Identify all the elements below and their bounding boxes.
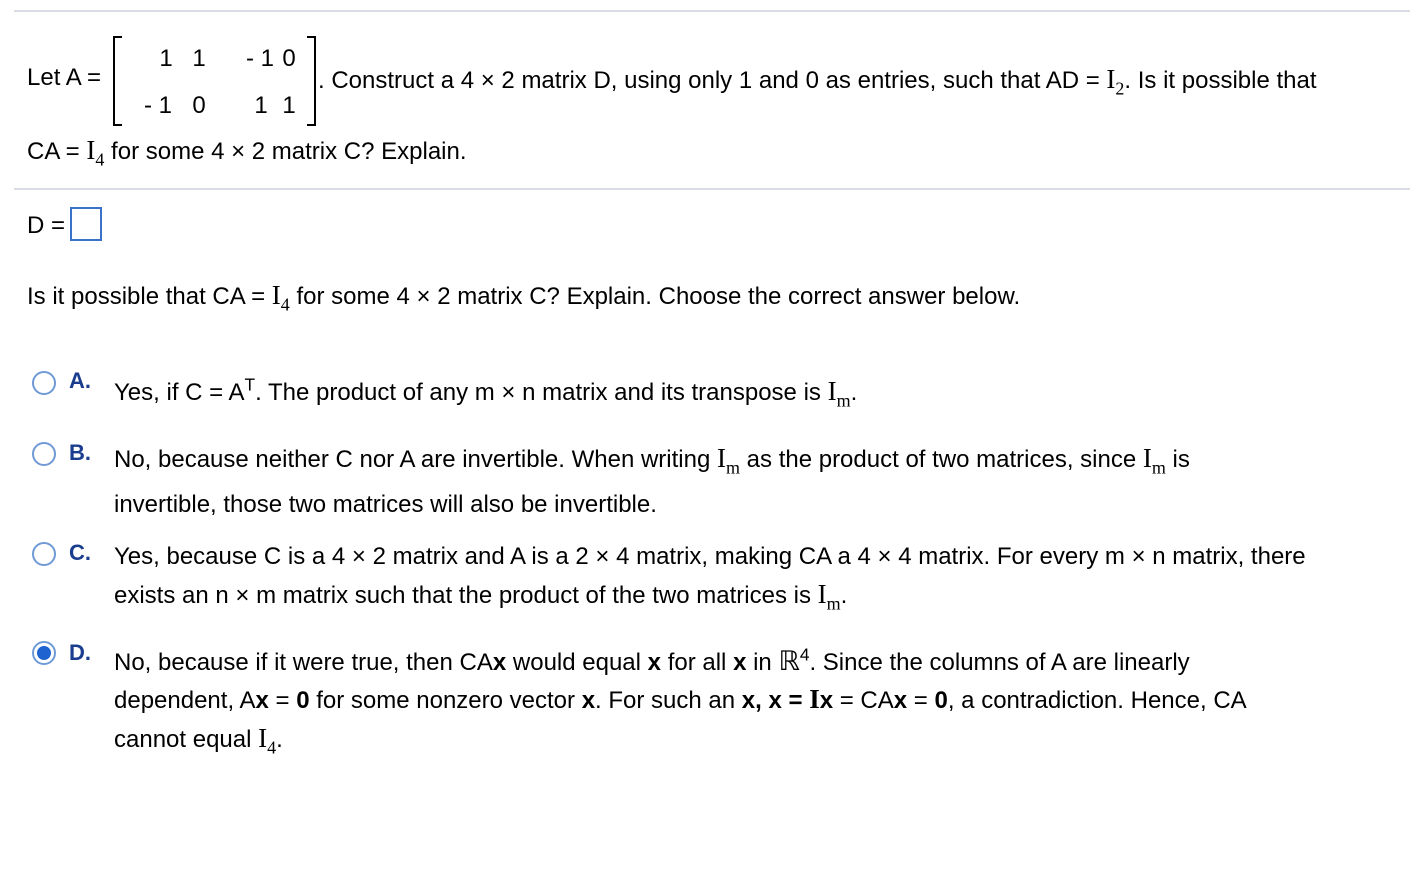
- option-d-radio[interactable]: [32, 641, 56, 665]
- option-b-radio[interactable]: [32, 442, 56, 466]
- section-divider: [14, 188, 1410, 190]
- matrix-cell: 1: [282, 92, 296, 119]
- matrix-cell: 0: [282, 45, 296, 72]
- subquestion-text: Is it possible that CA = $I_4$ for some 4 × 2 matrix C? Explain. Choose the correct answer below.: [27, 280, 1021, 315]
- option-d-line-2: dependent, Ax = 0 for some nonzero vector x. For such an x, x = Ix = CAx = 0, a contradiction. Hence, CA: [114, 684, 1247, 714]
- option-c-line-1: Yes, because C is a 4 × 2 matrix and A is a 2 × 4 matrix, making CA a 4 × 4 matrix. For every m × n matrix, there: [114, 543, 1306, 570]
- matrix-right-bracket: [307, 36, 316, 126]
- top-divider: [14, 10, 1410, 12]
- question-line-2: CA = $I_4$ for some 4 × 2 matrix C? Explain.: [27, 135, 467, 170]
- option-d-line-1: No, because if it were true, then CAx would equal x for all x in ℝ$^4$. Since the columns of A are linearly: [114, 644, 1190, 676]
- option-d-letter: D.: [69, 640, 91, 665]
- question-line-1: . Construct a 4 × 2 matrix D, using only 1 and 0 as entries, such that AD = $I_2$. Is it possible that: [318, 64, 1317, 99]
- option-b-line-2: invertible, those two matrices will also be invertible.: [114, 491, 657, 518]
- let-a-label: Let A =: [27, 64, 102, 91]
- option-c-letter: C.: [69, 540, 91, 565]
- option-a-text: Yes, if $C = A^T$. The product of any m × n matrix and its transpose is $I_m$.: [114, 374, 858, 411]
- option-c-radio[interactable]: [32, 542, 56, 566]
- matrix-left-bracket: [113, 36, 122, 126]
- matrix-cell: - 1: [143, 92, 172, 119]
- matrix-cell: 0: [192, 92, 206, 119]
- option-b-letter: B.: [69, 440, 91, 465]
- matrix-cell: 1: [254, 92, 268, 119]
- option-c-line-2: exists an n × m matrix such that the product of the two matrices is $I_m$.: [114, 579, 848, 614]
- option-d-line-3: cannot equal $I_4$.: [114, 723, 283, 758]
- d-answer-input[interactable]: [70, 207, 102, 241]
- option-b-line-1: No, because neither C nor A are invertible. When writing $I_m$ as the product of two matrices, since $I_m$ is: [114, 443, 1190, 478]
- matrix-cell: - 1: [245, 45, 274, 72]
- matrix-cell: 1: [159, 45, 173, 72]
- d-label: D =: [27, 212, 66, 239]
- matrix-cell: 1: [192, 45, 206, 72]
- option-a-radio[interactable]: [32, 371, 56, 395]
- option-a-letter: A.: [69, 368, 91, 393]
